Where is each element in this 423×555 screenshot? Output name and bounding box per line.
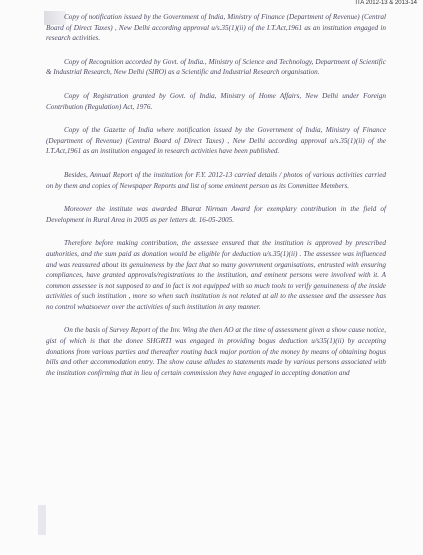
page-header-reference: ITA 2012-13 & 2013-14 [355, 0, 417, 6]
paragraph-registration-copy: Copy of Registration granted by Govt. of India, Ministry of Home Affairs, New Delhi under Foreign Contribution (Regulation) Act, 1976. [46, 91, 386, 111]
paragraph-assessee-diligence: Therefore before making contribution, the assessee ensured that the institution is approved by prescribed authorities, and the sum paid as donation would be eligible for deduction u/s.35(1)(ii) . The assessee was influenced and was reassured about its genuineness by the fact that so many government organisations, entrusted with ensuring compliances, have granted approvals/registrations to the institution, and eminent persons were involved with it. A common assessee is not supposed to and in fact is not equipped with so much tools to verify genuineness of the inside activities of such institution , more so when such institution is not related at all to the assessee and the assessee has no control whatsoever over the activities of such institution in any manner. [46, 239, 386, 311]
paragraph-survey-report: On the basis of Survey Report of the Inv. Wing the then AO at the time of assessment given a show cause notice, gist of which is that the donee SHGRTI was engaged in providing bogus deduction u/s35(1)(ii) by accepting donations from various parties and thereafter routing back major portion of the money by means of obtaining bogus bills and other accommodation entry. The show cause alludes to statements made by various persons associated with the institution confirming that in lieu of certain commission they have engaged in accepting donation and [46, 326, 386, 377]
paragraph-annual-report: Besides, Annual Report of the institution for F.Y. 2012-13 carried details / photos of various activities carried on by them and copies of Newspaper Reports and list of some eminent person as its Committee Members. [46, 170, 386, 190]
document-body [46, 12, 386, 378]
paragraph-gazette-copy: Copy of the Gazette of India where notification issued by the Government of India, Ministry of Finance (Department of Revenue) (Central Board of Direct Taxes) , New Delhi according approval u/s.35(1)(ii) of the I.T.Act,1961 as an institution engaged in research activities have been published. [46, 126, 386, 156]
paragraph-notification-copy: Copy of notification issued by the Government of India, Ministry of Finance (Department of Revenue) (Central Board of Direct Taxes) , New Delhi according approval u/s.35(1)(ii) of the I.T.Act,1961 as an institution engaged in research activities. [46, 13, 386, 43]
scan-mark [38, 505, 46, 535]
paragraph-award: Moreover the institute was awarded Bharat Nirman Award for exemplary contribution in the field of Development in Rural Area in 2005 as per letters dt. 16-05-2005. [46, 205, 386, 224]
paragraph-recognition-copy: Copy of Recognition accorded by Govt. of India., Ministry of Science and Technology, Department of Scientific & Industrial Research, New Delhi (SIRO) as a Scientific and Industrial Research organisation. [46, 57, 386, 77]
